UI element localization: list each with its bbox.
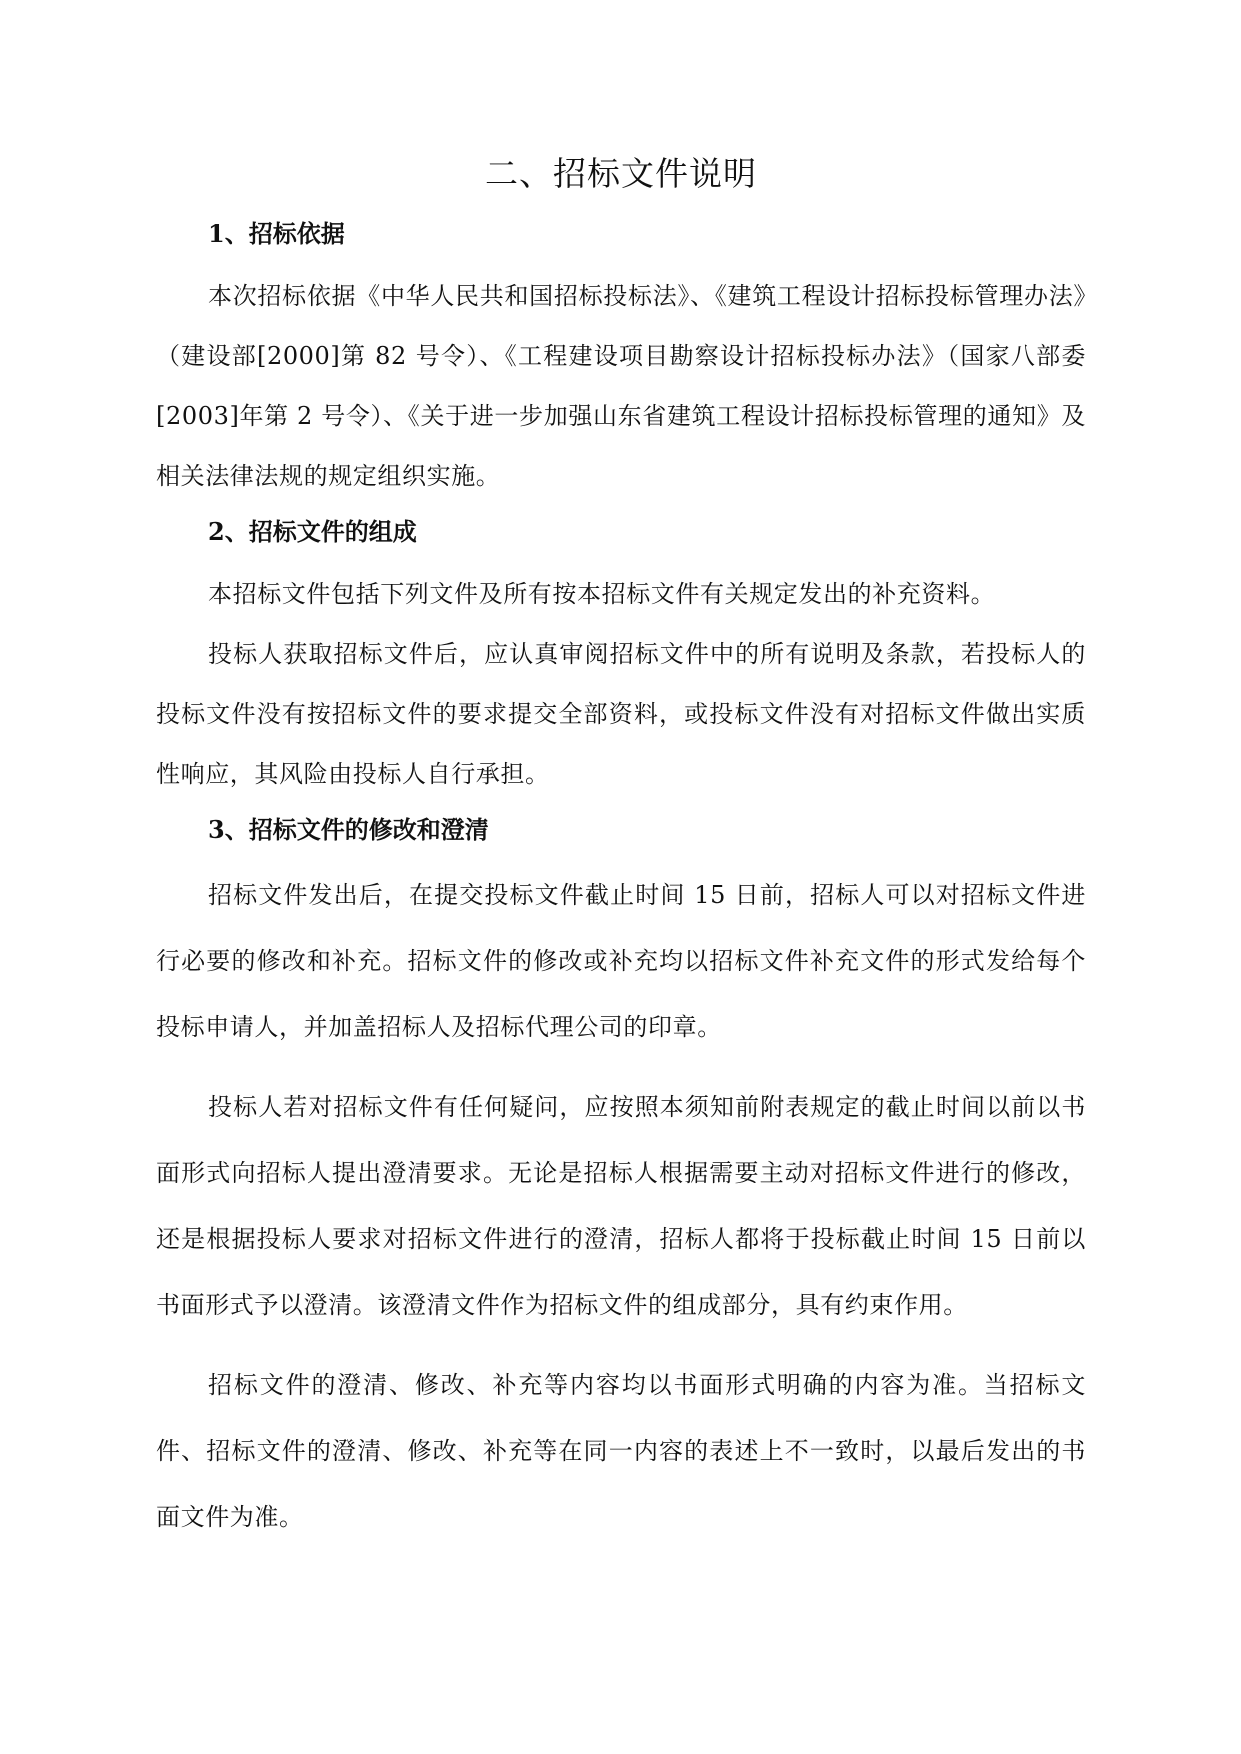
section-heading-composition: 2、招标文件的组成 xyxy=(208,517,417,546)
section-modification-paragraph-2: 投标人若对招标文件有任何疑问，应按照本须知前附表规定的截止时间以前以书面形式向招标人提出澄清要求。无论是招标人根据需要主动对招标文件进行的修改，还是根据投标人要求对招标文件进行的澄清，招标人都将于投标截止时间 15 日前以书面形式予以澄清。该澄清文件作为招标文件的组成部分，具有约束作用。 xyxy=(156,1093,1086,1319)
section-modification-paragraph-3: 招标文件的澄清、修改、补充等内容均以书面形式明确的内容为准。当招标文件、招标文件的澄清、修改、补充等在同一内容的表述上不一致时，以最后发出的书面文件为准。 xyxy=(156,1371,1086,1531)
section-heading-basis: 1、招标依据 xyxy=(208,219,345,248)
document-body xyxy=(156,150,1086,1550)
page-title: 二、招标文件说明 xyxy=(485,154,757,193)
section-heading-modification: 3、招标文件的修改和澄清 xyxy=(208,815,489,844)
section-composition-paragraph-1: 本招标文件包括下列文件及所有按本招标文件有关规定发出的补充资料。 xyxy=(208,580,996,608)
section-composition-paragraph-2: 投标人获取招标文件后，应认真审阅招标文件中的所有说明及条款，若投标人的投标文件没有按招标文件的要求提交全部资料，或投标文件没有对招标文件做出实质性响应，其风险由投标人自行承担。 xyxy=(156,640,1086,788)
section-basis-paragraph: 本次招标依据《中华人民共和国招标投标法》、《建筑工程设计招标投标管理办法》（建设部[2000]第 82 号令）、《工程建设项目勘察设计招标投标办法》（国家八部委[2003]年第 2 号令）、《关于进一步加强山东省建筑工程设计招标投标管理的通知》及相关法律法规的规定组织实施。 xyxy=(156,282,1086,490)
section-modification-paragraph-1: 招标文件发出后，在提交投标文件截止时间 15 日前，招标人可以对招标文件进行必要的修改和补充。招标文件的修改或补充均以招标文件补充文件的形式发给每个投标申请人，并加盖招标人及招标代理公司的印章。 xyxy=(156,881,1086,1041)
